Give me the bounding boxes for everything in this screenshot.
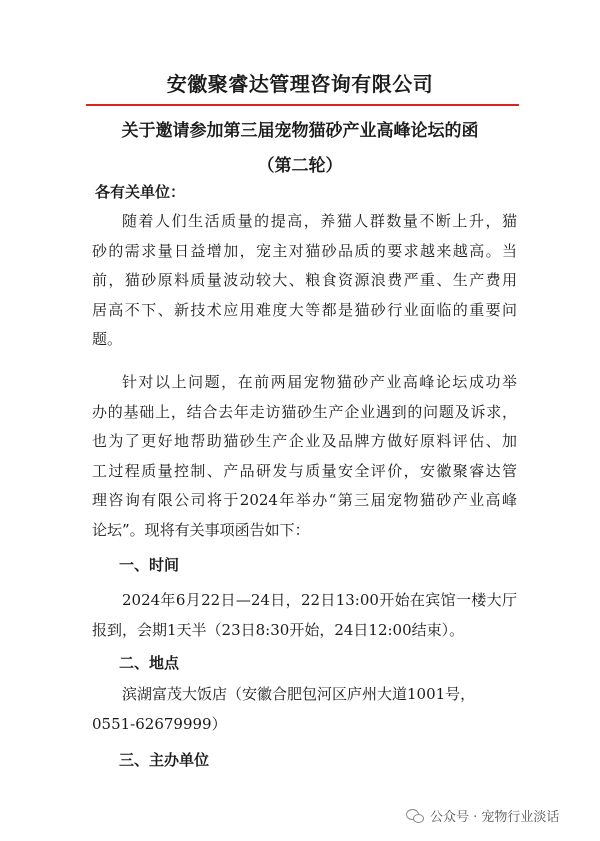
paragraph-line: 工过程质量控制、产品研发与质量安全评价，安徽聚睿达管 bbox=[92, 461, 517, 480]
header-red-rule bbox=[86, 104, 519, 106]
paragraph-line: 砂的需求量日益增加，宠主对猫砂品质的要求越来越高。当 bbox=[92, 241, 517, 260]
salutation: 各有关单位： bbox=[95, 183, 186, 201]
letter-subtitle: （第二轮） bbox=[257, 156, 343, 176]
section-heading-time: 一、时间 bbox=[119, 556, 180, 574]
paragraph-intro bbox=[92, 207, 517, 355]
company-name: 安徽聚睿达管理咨询有限公司 bbox=[166, 72, 434, 96]
paragraph-line: 滨湖富茂大饭店（安徽合肥包河区庐州大道1001号， bbox=[122, 685, 476, 703]
paragraph-line: 理咨询有限公司将于2024年举办“第三届宠物猫砂产业高峰 bbox=[92, 491, 517, 509]
paragraph-line: 0551-62679999） bbox=[92, 714, 227, 733]
paragraph-line: 办的基础上，结合去年走访猫砂生产企业遇到的问题及诉求， bbox=[92, 402, 517, 421]
paragraph-line: 前，猫砂原料质量波动较大、粮食资源浪费严重、生产费用 bbox=[92, 271, 517, 289]
paragraph-line: 也为了更好地帮助猫砂生产企业及品牌方做好原料评估、加 bbox=[92, 432, 517, 450]
wechat-icon bbox=[406, 809, 424, 823]
paragraph-line: 2024年6月22日—24日，22日13:00开始在宾馆一楼大厅 bbox=[122, 591, 517, 609]
section-location-body bbox=[92, 680, 517, 739]
paragraph-line: 题。 bbox=[92, 330, 123, 348]
paragraph-line: 报到，会期1天半（23日8:30开始，24日12:00结束）。 bbox=[92, 620, 465, 639]
letter-title: 关于邀请参加第三届宠物猫砂产业高峰论坛的函 bbox=[121, 121, 479, 141]
paragraph-line: 随着人们生活质量的提高，养猫人群数量不断上升，猫 bbox=[122, 212, 517, 230]
section-heading-location: 二、地点 bbox=[119, 654, 180, 672]
section-time-body bbox=[92, 586, 517, 645]
paragraph-purpose bbox=[92, 368, 517, 545]
watermark-text: 公众号 · 宠物行业淡话 bbox=[430, 810, 560, 825]
paragraph-line: 居高不下、新技术应用难度大等都是猫砂行业面临的重要问 bbox=[92, 300, 517, 319]
paragraph-line: 针对以上问题，在前两届宠物猫砂产业高峰论坛成功举 bbox=[122, 373, 517, 391]
paragraph-line: 论坛”。现将有关事项函告如下： bbox=[92, 520, 310, 539]
section-heading-organizer: 三、主办单位 bbox=[119, 751, 210, 769]
watermark bbox=[406, 806, 559, 825]
